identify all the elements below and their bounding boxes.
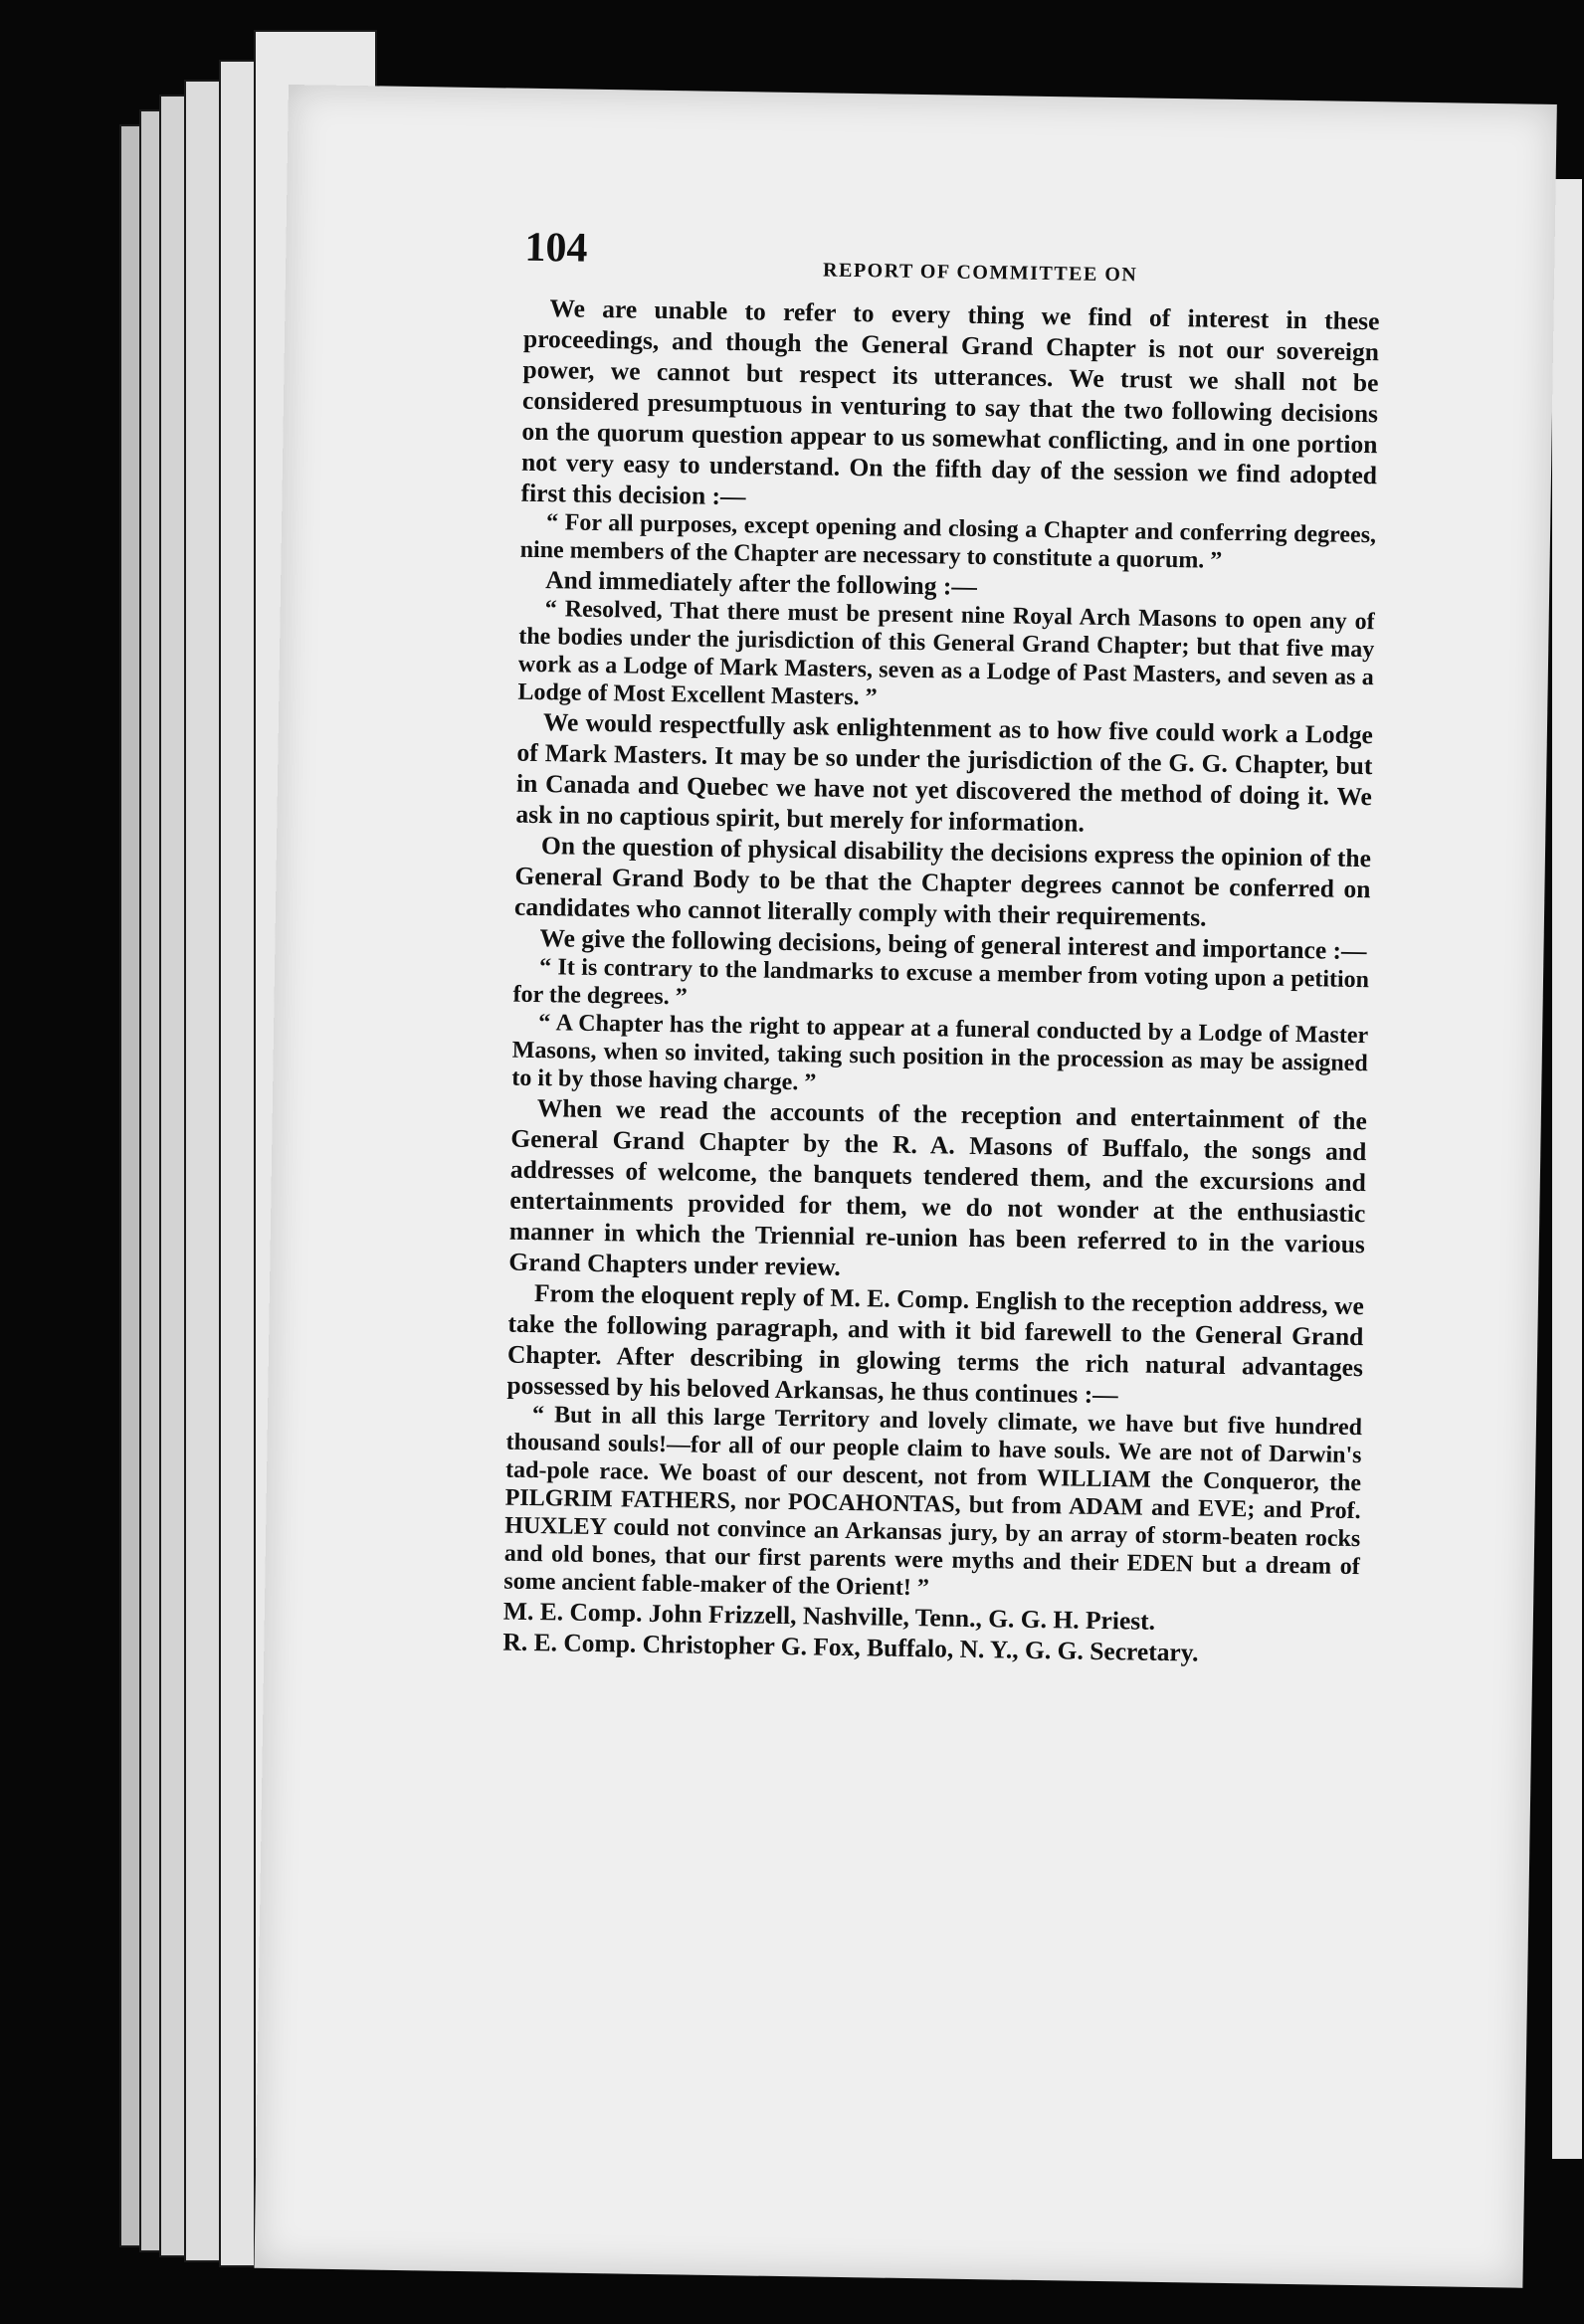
quoted-resolution: “ Resolved, That there must be present nine Royal Arch Masons to open any of the bodies under the jurisdiction of this General Grand Chapter; but that five may work as a Lodge of Mark Masters, seven as a Lodge of Past Masters, and seven as a Lodge of Most Excellent Masters. ”: [517, 596, 1375, 711]
running-head: REPORT OF COMMITTEE ON: [822, 259, 1138, 287]
quoted-speech: “ But in all this large Territory and lovely climate, we have but five hundred thousand souls!—for all of our people claim to have souls. We are not of Darwin's tad-pole race. We boast of our descent, not from WILLIAM the Conqueror, the PILGRIM FATHERS, nor POCAHONTAS, but from ADAM and EVE; and Prof. HUXLEY could not convince an Arkansas jury, by an array of storm-beaten rocks and old bones, that our first parents were myths and their EDEN but a dream of some ancient fable-maker of the Orient! ”: [503, 1402, 1363, 1602]
book-page: [255, 85, 1557, 2288]
paragraph: We are unable to refer to every thing we find of interest in these proceedings, and though the General Grand Chapter is not our sovereign power, we cannot but respect its utterances. We trust we shall not be considered presumptuous in venturing to say that the two following decisions on the quorum question appear to us somewhat conflicting, and in one portion not very easy to understand. On the fifth day of the session we find adopted first this decision :—: [520, 293, 1380, 511]
signature-line: R. E. Comp. Christopher G. Fox, Buffalo, N. Y., G. G. Secretary.: [502, 1627, 1199, 1667]
facing-page-edge: [1552, 179, 1582, 2159]
paragraph: We give the following decisions, being of general interest and importance :—: [539, 923, 1367, 966]
paragraph: On the question of physical disability the decisions express the opinion of the General Grand Body to be that the Chapter degrees cannot be conferred on candidates who cannot literally comply with their requirements.: [513, 831, 1372, 932]
page-content: [502, 224, 1380, 1670]
page-number: 104: [524, 224, 588, 272]
quoted-decision: “ It is contrary to the landmarks to excuse a member from voting upon a petition for the degrees. ”: [512, 954, 1370, 1011]
quoted-decision: “ A Chapter has the right to appear at a funeral conducted by a Lodge of Master Masons, when so invited, taking such position in the procession as may be assigned to it by those having charge. ”: [511, 1010, 1369, 1096]
paragraph: And immediately after the following :—: [544, 565, 978, 601]
paragraph: From the eloquent reply of M. E. Comp. English to the reception address, we take the following paragraph, and with it bid farewell to the General Grand Chapter. After describing in glowing terms the rich natural advantages possessed by his beloved Arkansas, he thus continues :—: [506, 1278, 1365, 1410]
paragraph: When we read the accounts of the reception and entertainment of the General Grand Chapter by the R. A. Masons of Buffalo, the songs and addresses of welcome, the banquets tendered them, and the excursions and entertainments provided for them, we do not wonder at the enthusiastic manner in which the Triennial re-union has been referred to in the various Grand Chapters under review.: [508, 1093, 1367, 1281]
quoted-decision: “ For all purposes, except opening and closing a Chapter and conferring degrees, nine members of the Chapter are necessary to constitute a quorum. ”: [519, 509, 1377, 574]
signature-line: M. E. Comp. John Frizzell, Nashville, Tenn., G. G. H. Priest.: [502, 1596, 1156, 1636]
paragraph: We would respectfully ask enlightenment as to how five could work a Lodge of Mark Masters. It may be so under the jurisdiction of the G. G. Chapter, but in Canada and Quebec we have not yet discovered the method of doing it. We ask in no captious spirit, but merely for information.: [515, 707, 1374, 838]
